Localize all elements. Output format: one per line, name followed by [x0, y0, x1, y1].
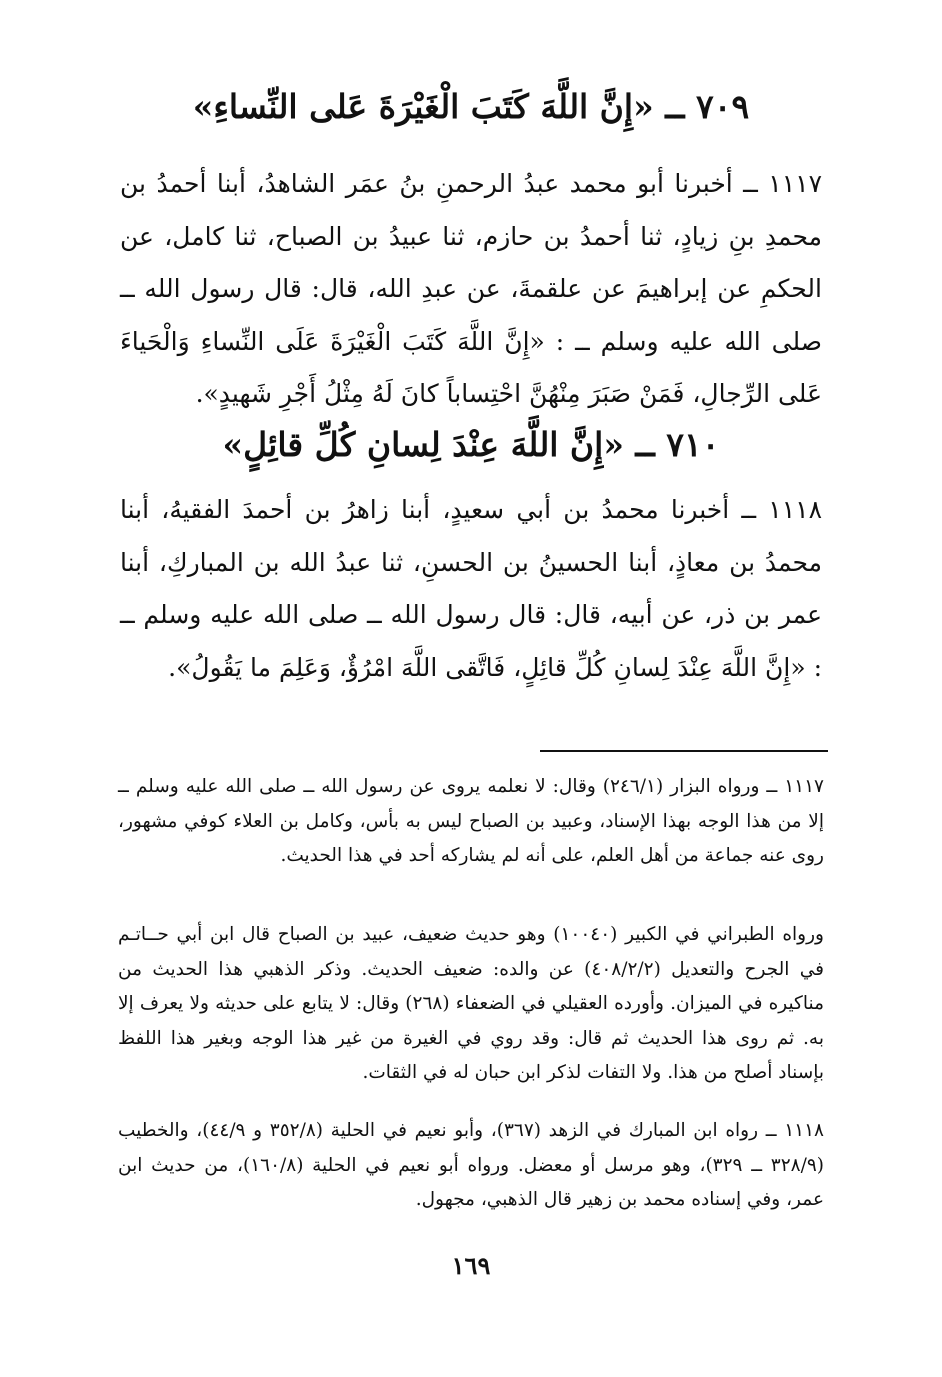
footnote-1117: ١١١٧ ــ ورواه البزار (٢٤٦/١) وقال: لا نعلمه يروى عن رسول الله ــ صلى الله عليه وسلم ــ إلا من هذا الوجه بهذا الإسناد، وعبيد بن الصباح ليس به بأس، وكامل بن العلاء كوفي مشهور، روى عنه جماعة من أهل العلم، على أنه لم يشاركه أحد في هذا الحديث. [118, 776, 824, 866]
hadith-text-1118: ١١١٨ ــ أخبرنا محمدُ بن أبي سعيدٍ، أبنا زاهرُ بن أحمدَ الفقيهُ، أبنا محمدُ بن معاذٍ، أبنا الحسينُ بن الحسنِ، ثنا عبدُ الله بن المباركِ، أبنا عمر بن ذر، عن أبيه، قال: قال رسول الله ــ صلى الله عليه وسلم ــ : «إِنَّ اللَّهَ عِنْدَ لِسانِ كُلِّ قائِلٍ، فَاتَّقى اللَّهَ امْرُؤٌ، وَعَلِمَ ما يَقُولُ». [120, 495, 822, 682]
hadith-heading-709: ٧٠٩ ــ «إِنَّ اللَّهَ كَتَبَ الْغَيْرَةَ عَلى النِّساءِ» [192, 87, 750, 126]
footnote-divider [540, 750, 828, 752]
footnote-1117-continued: ورواه الطبراني في الكبير (١٠٠٤٠) وهو حديث ضعيف، عبيد بن الصباح قال ابن أبي حــاتـم في الجرح والتعديل (٤٠٨/٢/٢) عن والده: ضعيف الحديث. وذكر الذهبي هذا الحديث من مناكيره في الميزان. وأورده العقيلي في الضعفاء (٢٦٨) وقال: لا يتابع على حديثه ولا يعرف إلا به. ثم روى هذا الحديث ثم قال: وقد روي في الغيرة من غير هذا الوجه وبغير هذا اللفظ بإسناد أصلح من هذا. ولا التفات لذكر ابن حبان له في الثقات. [118, 924, 824, 1083]
hadith-heading-710: ٧١٠ ــ «إِنَّ اللَّهَ عِنْدَ لِسانِ كُلِّ قائِلٍ» [222, 425, 720, 464]
page-number: ١٦٩ [451, 1251, 491, 1280]
footnote-1118: ١١١٨ ــ رواه ابن المبارك في الزهد (٣٦٧)، وأبو نعيم في الحلية (٣٥٢/٨ و ٤٤/٩)، والخطيب (٣٢٨/٩ ــ ٣٢٩)، وهو مرسل أو معضل. ورواه أبو نعيم في الحلية (١٦٠/٨)، من حديث ابن عمر، وفي إسناده محمد بن زهير قال الذهبي، مجهول. [118, 1120, 824, 1210]
hadith-text-1117: ١١١٧ ــ أخبرنا أبو محمد عبدُ الرحمنِ بنُ عمَر الشاهدُ، أبنا أحمدُ بن محمدِ بنِ زيادٍ، ثنا أحمدُ بن حازم، ثنا عبيدُ بن الصباح، ثنا كامل، عن الحكمِ عن إبراهيمَ عن علقمةَ، عن عبدِ الله، قال: قال رسول الله ــ صلى الله عليه وسلم ــ : «إِنَّ اللَّهَ كَتَبَ الْغَيْرَةَ عَلَى النِّساءِ وَالْحَياءَ عَلى الرِّجالِ، فَمَنْ صَبَرَ مِنْهُنَّ احْتِساباً كانَ لَهُ مِثْلُ أَجْرِ شَهيدٍ». [120, 169, 822, 408]
